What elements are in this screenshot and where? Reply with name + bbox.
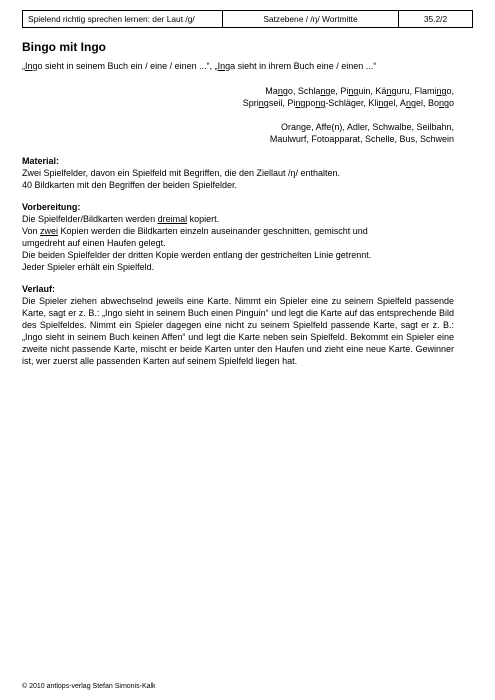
vorbereitung-line-3: umgedreht auf einen Haufen gelegt. bbox=[22, 238, 166, 248]
intro-sentence bbox=[22, 60, 454, 72]
word-fragment: Spri bbox=[242, 98, 259, 108]
word-ng: ng bbox=[378, 98, 389, 108]
vorbereitung-line-2 bbox=[22, 225, 454, 237]
target-words-line-2 bbox=[22, 97, 454, 109]
word-ng: ng bbox=[315, 98, 326, 108]
header-topic: Spielend richtig sprechen lernen: der Laut /g/ bbox=[23, 11, 223, 27]
word-fragment: seil, Pi bbox=[268, 98, 296, 108]
word-ng: ng bbox=[295, 98, 306, 108]
target-word-list bbox=[22, 85, 454, 109]
word-fragment: po bbox=[305, 98, 316, 108]
word-fragment: el, A bbox=[388, 98, 406, 108]
intro-quote-open: „ bbox=[22, 61, 25, 71]
material-line-2: 40 Bildkarten mit den Begriffen der beiden Spielfelder. bbox=[22, 180, 237, 190]
intro-part-2: a sieht in ihrem Buch eine / einen ...“ bbox=[230, 61, 377, 71]
word-fragment: -Schläger, Kli bbox=[325, 98, 379, 108]
text-fragment: Kopien werden die Bildkarten einzeln auseinander geschnitten, gemischt und bbox=[58, 226, 368, 236]
vorbereitung-line-5: Jeder Spieler erhält ein Spielfeld. bbox=[22, 262, 155, 272]
word-fragment: uin, Kä bbox=[358, 86, 387, 96]
intro-part-1: o sieht in seinem Buch ein / eine / einen ...“, „ bbox=[37, 61, 218, 71]
word-fragment: uru, Flami bbox=[396, 86, 437, 96]
distractor-word-list bbox=[22, 121, 454, 145]
page-header bbox=[22, 10, 473, 28]
word-fragment: o, Schla bbox=[287, 86, 321, 96]
material-line-1: Zwei Spielfelder, davon ein Spielfeld mit Begriffen, die den Ziellaut /ŋ/ enthalten. bbox=[22, 168, 341, 178]
verlauf-paragraph: Die Spieler ziehen abwechselnd jeweils eine Karte. Nimmt ein Spieler eine zu seinem Spielfeld passende Karte, sagt er z. B.: „Ingo sieht in seinem Buch einen Pinguin“ und legt die Karte auf das entsprechende Bild des Spielfeldes. Nimmt ein Spieler dagegen eine nicht zu seinem Spielfeld passende Karte, sagt er z. B.: „Ingo sieht in seinem Buch keinen Affen“ und legt die Karte neben sein Spielfeld. Bekommt ein Spieler eine zweite nicht passende Karte, mischt er beide Karten unter den Haufen und zieht eine neue Karte. Gewinner ist, wer zuerst alle passenden Karten auf seinem Spielfeld liegen hat. bbox=[22, 296, 454, 366]
text-fragment: Von bbox=[22, 226, 41, 236]
vorbereitung-heading: Vorbereitung: bbox=[22, 202, 81, 212]
word-ng: ng bbox=[277, 86, 288, 96]
text-fragment: Die Spielfelder/Bildkarten werden bbox=[22, 214, 158, 224]
verlauf-heading: Verlauf: bbox=[22, 284, 56, 294]
word-fragment: o bbox=[448, 98, 454, 108]
text-fragment: kopiert. bbox=[187, 214, 220, 224]
word-fragment: o, bbox=[446, 86, 454, 96]
word-ng: ng bbox=[258, 98, 269, 108]
word-fragment: e, Pi bbox=[330, 86, 349, 96]
word-ng: ng bbox=[348, 86, 359, 96]
word-ng: ng bbox=[320, 86, 331, 96]
intro-ing-2: Ing bbox=[217, 61, 231, 71]
copyright-footer: © 2010 antlops-verlag Stefan Simonis-Kalk bbox=[22, 683, 156, 690]
word-ng: ng bbox=[436, 86, 447, 96]
underlined-dreimal: dreimal bbox=[157, 214, 188, 224]
material-heading: Material: bbox=[22, 156, 60, 166]
page-title: Bingo mit Ingo bbox=[22, 40, 106, 54]
word-fragment: el, Bo bbox=[415, 98, 439, 108]
vorbereitung-line-4: Die beiden Spielfelder der dritten Kopie werden entlang der gestrichelten Linie getrennt. bbox=[22, 250, 372, 260]
distractor-words-line-2: Maulwurf, Fotoapparat, Schelle, Bus, Schwein bbox=[269, 134, 454, 144]
header-page-number: 35.2/2 bbox=[423, 14, 448, 24]
header-level: Satzebene / /ŋ/ Wortmitte bbox=[223, 11, 399, 27]
distractor-words-line-1: Orange, Affe(n), Adler, Schwalbe, Seilbahn, bbox=[281, 122, 454, 132]
word-ng: ng bbox=[438, 98, 449, 108]
intro-ing-1: Ing bbox=[25, 61, 38, 71]
vorbereitung-line-1 bbox=[22, 213, 454, 225]
word-ng: ng bbox=[386, 86, 397, 96]
document-body bbox=[22, 40, 454, 367]
word-ng: ng bbox=[405, 98, 416, 108]
word-fragment: Ma bbox=[265, 86, 278, 96]
underlined-zwei: zwei bbox=[40, 226, 59, 236]
target-words-line-1 bbox=[22, 85, 454, 97]
